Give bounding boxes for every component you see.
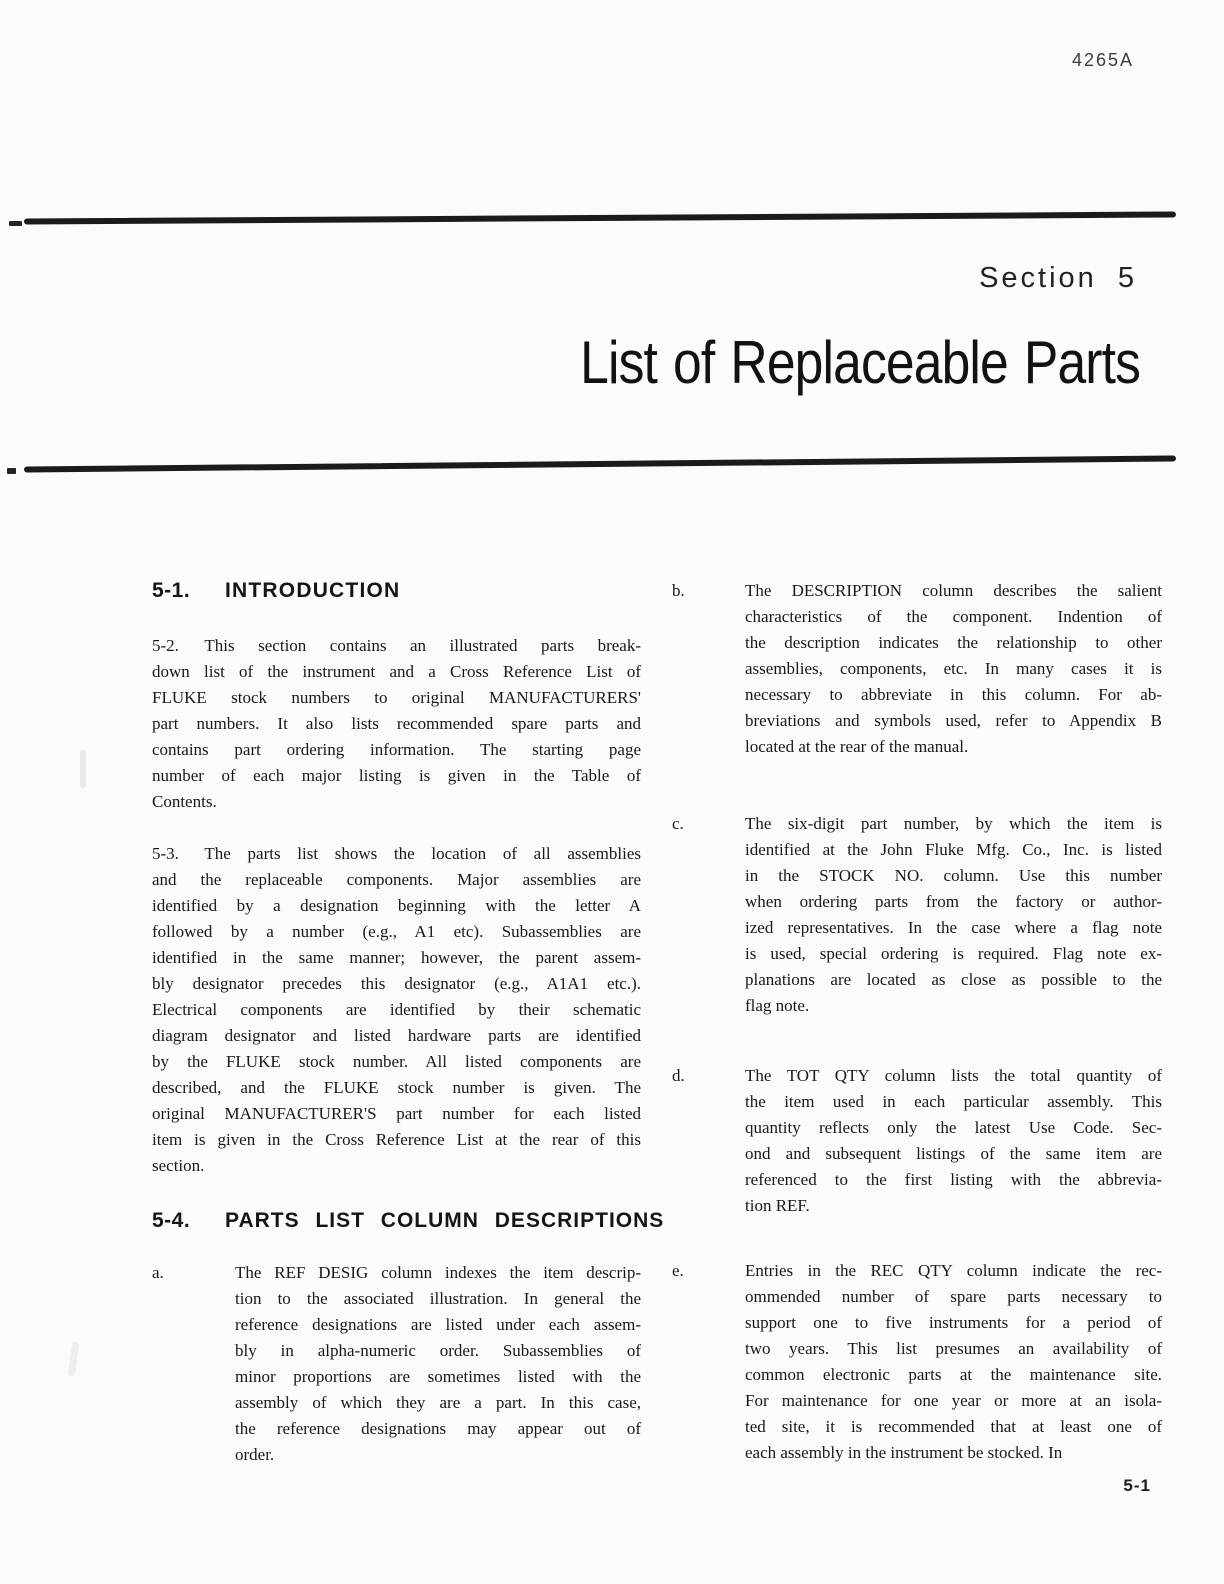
list-item-text: The TOT QTY column lists the total quantity of the item used in each particular assembly. This quantity reflects only the latest Use Code. Sec- ond and subsequent listings of the same item are referenced to the first listing with the abbrevia- tion REF. <box>745 1066 1162 1215</box>
paragraph-5-3: 5-3. The parts list shows the location of all assemblies and the replaceable components. Major assemblies are identified by a designation beginning with the letter A followed by a number (e.g., A1 etc). Subassemblies are identified in the same manner; however, the parent assem- bly designator precedes this designator (e.g., A1A1 etc.). Electrical components are identified by their schematic diagram designator and listed hardware parts are identified by the FLUKE stock number. All listed components are described, and the FLUKE stock number is given. The original MANUFACTURER'S part number for each listed item is given in the Cross Reference List at the rear of this section. <box>152 844 641 1175</box>
list-item-label: d. <box>672 1066 685 1085</box>
page-number: 5-1 <box>1123 1476 1151 1495</box>
heading-introduction <box>152 578 641 604</box>
heading-number: 5-4. <box>152 1209 191 1232</box>
right-column <box>672 578 1162 1466</box>
list-item-label: c. <box>672 814 684 833</box>
scan-artifact <box>68 1342 80 1377</box>
heading-text: PARTS LIST COLUMN DESCRIPTIONS <box>225 1209 665 1232</box>
horizontal-rule-bottom <box>24 455 1176 472</box>
list-item-text: The DESCRIPTION column describes the salient characteristics of the component. Indention of the description indicates the relationship to other assemblies, components, etc. In many cases it is necessary to abbreviate in this column. For ab- breviations and symbols used, refer to Appendix B located at the rear of the manual. <box>745 581 1162 756</box>
list-item-label: b. <box>672 581 685 600</box>
list-item-text: The six-digit part number, by which the item is identified at the John Fluke Mfg. Co., Inc. is listed in the STOCK NO. column. Use this number when ordering parts from the factory or author- ized representatives. In the case where a flag note is used, special ordering is required. Flag note ex- planations are located as close as possible to the flag note. <box>745 814 1162 1015</box>
heading-text: INTRODUCTION <box>225 579 401 602</box>
page-title: List of Replaceable Parts <box>580 329 1140 396</box>
list-item-d <box>672 1063 1162 1219</box>
list-item-e <box>672 1258 1162 1466</box>
list-item-text: Entries in the REC QTY column indicate the rec- ommended number of spare parts necessary to support one to five instruments for a period of two years. This list presumes an availability of common electronic parts at the maintenance site. For maintenance for one year or more at an isola- ted site, it is recommended that at least one of each assembly in the instrument be stocked. In <box>745 1261 1162 1462</box>
scan-artifact <box>80 750 86 788</box>
list-item-a <box>152 1260 641 1468</box>
list-item-label: a. <box>152 1263 164 1282</box>
list-item-text: The REF DESIG column indexes the item descrip- tion to the associated illustration. In general the reference designations are listed under each assem- bly in alpha-numeric order. Subassemblies of minor proportions are sometimes listed with the assembly of which they are a part. In this case, the reference designations may appear out of order. <box>235 1263 641 1464</box>
document-number: 4265A <box>1071 50 1134 70</box>
heading-number: 5-1. <box>152 579 191 602</box>
paragraph-5-2: 5-2. This section contains an illustrated parts break- down list of the instrument and a Cross Reference List of FLUKE stock numbers to original MANUFACTURERS' part numbers. It also lists recommended spare parts and contains part ordering information. The starting page number of each major listing is given in the Table of Contents. <box>152 636 641 811</box>
heading-parts-list-column-descriptions <box>152 1208 665 1234</box>
list-item-label: e. <box>672 1261 684 1280</box>
horizontal-rule-top <box>24 211 1176 224</box>
section-label: Section 5 <box>979 262 1137 294</box>
list-item-b <box>672 578 1162 760</box>
rule-dash-bottom <box>7 468 16 474</box>
left-column <box>152 578 665 1468</box>
list-item-c <box>672 811 1162 1019</box>
rule-dash-top <box>9 221 22 226</box>
